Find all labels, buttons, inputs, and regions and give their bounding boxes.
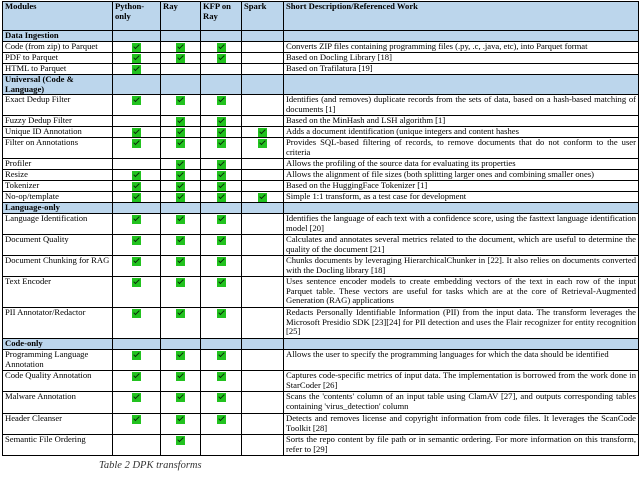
- checkmark-icon: [176, 393, 185, 402]
- module-name: Malware Annotation: [3, 392, 113, 414]
- support-cell: [201, 170, 242, 181]
- checkmark-icon: [132, 193, 141, 202]
- table-row: [3, 170, 639, 181]
- checkmark-icon: [176, 43, 185, 52]
- module-description: Chunks documents by leveraging HierarchicalChunker in [22]. It also relies on documents converted with the Docling library [18]: [284, 256, 639, 277]
- section-cell: [284, 339, 639, 350]
- checkmark-icon: [132, 182, 141, 191]
- checkmark-icon: [176, 160, 185, 169]
- table-row: [3, 392, 639, 414]
- table-caption: Table 2 DPK transforms: [99, 460, 202, 472]
- section-cell: [161, 203, 201, 214]
- table-row: [3, 95, 639, 116]
- module-description: Simple 1:1 transform, as a test case for development: [284, 192, 639, 203]
- support-cell: [113, 350, 161, 371]
- module-name: Exact Dedup Filter: [3, 95, 113, 116]
- support-cell: [201, 53, 242, 64]
- table-body: [3, 31, 639, 456]
- support-cell: [242, 214, 284, 235]
- table-container: [2, 1, 638, 471]
- module-name: Header Cleanser: [3, 414, 113, 435]
- section-cell: [113, 75, 161, 95]
- module-description: Calculates and annotates several metrics related to the document, which are useful to determine the quality of the document [21]: [284, 235, 639, 256]
- checkmark-icon: [217, 351, 226, 360]
- support-cell: [242, 64, 284, 75]
- section-cell: [284, 203, 639, 214]
- checkmark-icon: [217, 393, 226, 402]
- checkmark-icon: [176, 182, 185, 191]
- support-cell: [161, 350, 201, 371]
- table-row: [3, 435, 639, 456]
- module-description: Based on Trafilatura [19]: [284, 64, 639, 75]
- support-cell: [242, 170, 284, 181]
- support-cell: [242, 127, 284, 138]
- support-cell: [113, 308, 161, 339]
- support-cell: [161, 277, 201, 308]
- support-cell: [242, 435, 284, 456]
- table-row: [3, 116, 639, 127]
- module-name: Text Encoder: [3, 277, 113, 308]
- support-cell: [201, 159, 242, 170]
- support-cell: [161, 64, 201, 75]
- checkmark-icon: [176, 96, 185, 105]
- checkmark-icon: [217, 193, 226, 202]
- checkmark-icon: [176, 128, 185, 137]
- checkmark-icon: [132, 372, 141, 381]
- table-row: [3, 159, 639, 170]
- checkmark-icon: [132, 393, 141, 402]
- support-cell: [242, 392, 284, 414]
- section-cell: [113, 203, 161, 214]
- checkmark-icon: [176, 117, 185, 126]
- support-cell: [113, 192, 161, 203]
- support-cell: [242, 235, 284, 256]
- checkmark-icon: [132, 43, 141, 52]
- support-cell: [161, 392, 201, 414]
- support-cell: [161, 181, 201, 192]
- section-cell: [201, 31, 242, 42]
- module-description: Redacts Personally Identifiable Information (PII) from the input data. The transform leverages the Microsoft Presidio SDK [23][24] for PII detection and uses the Flair recognizer for entity recognition [25]: [284, 308, 639, 339]
- support-cell: [201, 127, 242, 138]
- support-cell: [201, 235, 242, 256]
- section-cell: [161, 75, 201, 95]
- checkmark-icon: [132, 278, 141, 287]
- header-description: Short Description/Referenced Work: [284, 2, 639, 31]
- checkmark-icon: [132, 236, 141, 245]
- checkmark-icon: [258, 193, 267, 202]
- section-cell: [201, 203, 242, 214]
- support-cell: [201, 214, 242, 235]
- support-cell: [113, 116, 161, 127]
- support-cell: [113, 371, 161, 392]
- checkmark-icon: [132, 257, 141, 266]
- checkmark-icon: [217, 257, 226, 266]
- support-cell: [201, 277, 242, 308]
- module-name: Unique ID Annotation: [3, 127, 113, 138]
- checkmark-icon: [217, 171, 226, 180]
- module-name: Language Identification: [3, 214, 113, 235]
- checkmark-icon: [132, 351, 141, 360]
- support-cell: [161, 170, 201, 181]
- checkmark-icon: [217, 215, 226, 224]
- checkmark-icon: [217, 117, 226, 126]
- support-cell: [201, 95, 242, 116]
- support-cell: [113, 64, 161, 75]
- module-description: Uses sentence encoder models to create embedding vectors of the text in each row of the input Parquet table. These vectors are useful for tasks which are at the core of Retrieval-Augmented Generation (RAG) applications: [284, 277, 639, 308]
- checkmark-icon: [132, 215, 141, 224]
- module-name: Filter on Annotations: [3, 138, 113, 159]
- support-cell: [201, 435, 242, 456]
- support-cell: [113, 138, 161, 159]
- support-cell: [201, 256, 242, 277]
- support-cell: [113, 214, 161, 235]
- support-cell: [242, 159, 284, 170]
- support-cell: [242, 350, 284, 371]
- module-name: Fuzzy Dedup Filter: [3, 116, 113, 127]
- checkmark-icon: [176, 257, 185, 266]
- support-cell: [113, 181, 161, 192]
- support-cell: [242, 95, 284, 116]
- checkmark-icon: [132, 309, 141, 318]
- checkmark-icon: [258, 139, 267, 148]
- module-description: Adds a document identification (unique integers and content hashes: [284, 127, 639, 138]
- module-description: Allows the user to specify the programming languages for which the data should be identified: [284, 350, 639, 371]
- support-cell: [161, 214, 201, 235]
- table-row: [3, 214, 639, 235]
- section-row: [3, 31, 639, 42]
- checkmark-icon: [176, 193, 185, 202]
- checkmark-icon: [217, 415, 226, 424]
- checkmark-icon: [217, 160, 226, 169]
- section-title: Universal (Code & Language): [3, 75, 113, 95]
- support-cell: [161, 53, 201, 64]
- module-name: PII Annotator/Redactor: [3, 308, 113, 339]
- module-description: Captures code-specific metrics of input data. The implementation is borrowed from the work done in StarCoder [26]: [284, 371, 639, 392]
- checkmark-icon: [217, 236, 226, 245]
- table-row: [3, 308, 639, 339]
- section-cell: [242, 75, 284, 95]
- support-cell: [201, 414, 242, 435]
- support-cell: [201, 42, 242, 53]
- transforms-table: [2, 1, 639, 456]
- section-row: [3, 339, 639, 350]
- checkmark-icon: [217, 139, 226, 148]
- module-name: Document Quality: [3, 235, 113, 256]
- support-cell: [242, 138, 284, 159]
- support-cell: [113, 435, 161, 456]
- section-cell: [113, 31, 161, 42]
- module-description: Identifies the language of each text with a confidence score, using the fasttext language identification model [20]: [284, 214, 639, 235]
- support-cell: [161, 42, 201, 53]
- support-cell: [201, 308, 242, 339]
- section-title: Language-only: [3, 203, 113, 214]
- module-name: Resize: [3, 170, 113, 181]
- module-name: HTML to Parquet: [3, 64, 113, 75]
- support-cell: [161, 308, 201, 339]
- module-description: Based on the MinHash and LSH algorithm [1]: [284, 116, 639, 127]
- support-cell: [242, 277, 284, 308]
- module-description: Detects and removes license and copyright information from code files. It leverages the ScanCode Toolkit [28]: [284, 414, 639, 435]
- checkmark-icon: [132, 96, 141, 105]
- support-cell: [201, 350, 242, 371]
- table-row: [3, 138, 639, 159]
- table-row: [3, 277, 639, 308]
- checkmark-icon: [176, 309, 185, 318]
- support-cell: [113, 159, 161, 170]
- checkmark-icon: [258, 128, 267, 137]
- checkmark-icon: [176, 54, 185, 63]
- module-name: Programming Language Annotation: [3, 350, 113, 371]
- support-cell: [113, 256, 161, 277]
- support-cell: [242, 192, 284, 203]
- checkmark-icon: [176, 351, 185, 360]
- support-cell: [242, 42, 284, 53]
- section-cell: [161, 339, 201, 350]
- section-cell: [113, 339, 161, 350]
- section-cell: [161, 31, 201, 42]
- support-cell: [242, 181, 284, 192]
- checkmark-icon: [176, 372, 185, 381]
- table-row: [3, 127, 639, 138]
- module-description: Identifies (and removes) duplicate records from the sets of data, based on a hash-based matching of documents [1]: [284, 95, 639, 116]
- module-name: Code (from zip) to Parquet: [3, 42, 113, 53]
- support-cell: [113, 392, 161, 414]
- checkmark-icon: [217, 182, 226, 191]
- checkmark-icon: [217, 309, 226, 318]
- checkmark-icon: [176, 415, 185, 424]
- checkmark-icon: [176, 436, 185, 445]
- support-cell: [161, 435, 201, 456]
- module-name: Code Quality Annotation: [3, 371, 113, 392]
- support-cell: [201, 392, 242, 414]
- module-description: Provides SQL-based filtering of records, to remove documents that do not conform to the user criteria: [284, 138, 639, 159]
- module-name: Profiler: [3, 159, 113, 170]
- module-description: Based on Docling Library [18]: [284, 53, 639, 64]
- section-cell: [201, 75, 242, 95]
- checkmark-icon: [132, 139, 141, 148]
- support-cell: [113, 53, 161, 64]
- table-row: [3, 235, 639, 256]
- checkmark-icon: [132, 54, 141, 63]
- support-cell: [242, 116, 284, 127]
- support-cell: [113, 235, 161, 256]
- module-name: Document Chunking for RAG: [3, 256, 113, 277]
- support-cell: [113, 414, 161, 435]
- support-cell: [113, 170, 161, 181]
- support-cell: [161, 192, 201, 203]
- support-cell: [161, 256, 201, 277]
- support-cell: [113, 95, 161, 116]
- support-cell: [242, 53, 284, 64]
- support-cell: [161, 127, 201, 138]
- section-cell: [242, 31, 284, 42]
- module-description: Allows the alignment of file sizes (both splitting larger ones and combining smaller ones): [284, 170, 639, 181]
- checkmark-icon: [217, 128, 226, 137]
- support-cell: [161, 95, 201, 116]
- section-title: Code-only: [3, 339, 113, 350]
- section-cell: [242, 339, 284, 350]
- support-cell: [242, 371, 284, 392]
- checkmark-icon: [132, 65, 141, 74]
- checkmark-icon: [132, 415, 141, 424]
- header-python: Python-only: [113, 2, 161, 31]
- support-cell: [161, 159, 201, 170]
- header-ray: Ray: [161, 2, 201, 31]
- support-cell: [201, 371, 242, 392]
- checkmark-icon: [176, 278, 185, 287]
- support-cell: [161, 371, 201, 392]
- table-row: [3, 53, 639, 64]
- module-name: Tokenizer: [3, 181, 113, 192]
- checkmark-icon: [176, 236, 185, 245]
- section-cell: [201, 339, 242, 350]
- header-row: [3, 2, 639, 31]
- support-cell: [161, 235, 201, 256]
- section-row: [3, 75, 639, 95]
- section-cell: [284, 75, 639, 95]
- checkmark-icon: [217, 96, 226, 105]
- module-description: Based on the HuggingFace Tokenizer [1]: [284, 181, 639, 192]
- module-description: Sorts the repo content by file path or in semantic ordering. For more information on this transform, refer to [29]: [284, 435, 639, 456]
- support-cell: [242, 308, 284, 339]
- checkmark-icon: [217, 54, 226, 63]
- module-name: PDF to Parquet: [3, 53, 113, 64]
- module-description: Scans the 'contents' column of an input table using ClamAV [27], and outputs corresponding tables containing 'virus_detection' column: [284, 392, 639, 414]
- header-kfp: KFP on Ray: [201, 2, 242, 31]
- support-cell: [242, 414, 284, 435]
- support-cell: [113, 127, 161, 138]
- support-cell: [201, 181, 242, 192]
- table-row: [3, 192, 639, 203]
- table-row: [3, 64, 639, 75]
- support-cell: [113, 277, 161, 308]
- module-description: Allows the profiling of the source data for evaluating its properties: [284, 159, 639, 170]
- table-row: [3, 256, 639, 277]
- checkmark-icon: [176, 215, 185, 224]
- checkmark-icon: [132, 128, 141, 137]
- support-cell: [161, 138, 201, 159]
- section-title: Data Ingestion: [3, 31, 113, 42]
- support-cell: [201, 192, 242, 203]
- module-description: Converts ZIP files containing programming files (.py, .c, .java, etc), into Parquet format: [284, 42, 639, 53]
- support-cell: [113, 42, 161, 53]
- support-cell: [201, 138, 242, 159]
- section-cell: [284, 31, 639, 42]
- header-spark: Spark: [242, 2, 284, 31]
- support-cell: [161, 414, 201, 435]
- table-row: [3, 181, 639, 192]
- checkmark-icon: [217, 278, 226, 287]
- checkmark-icon: [176, 139, 185, 148]
- support-cell: [161, 116, 201, 127]
- module-name: No-op/template: [3, 192, 113, 203]
- table-row: [3, 42, 639, 53]
- checkmark-icon: [217, 43, 226, 52]
- table-row: [3, 371, 639, 392]
- support-cell: [242, 256, 284, 277]
- checkmark-icon: [132, 171, 141, 180]
- table-row: [3, 350, 639, 371]
- checkmark-icon: [217, 372, 226, 381]
- support-cell: [201, 64, 242, 75]
- section-row: [3, 203, 639, 214]
- module-name: Semantic File Ordering: [3, 435, 113, 456]
- section-cell: [242, 203, 284, 214]
- checkmark-icon: [176, 171, 185, 180]
- support-cell: [201, 116, 242, 127]
- table-row: [3, 414, 639, 435]
- header-modules: Modules: [3, 2, 113, 31]
